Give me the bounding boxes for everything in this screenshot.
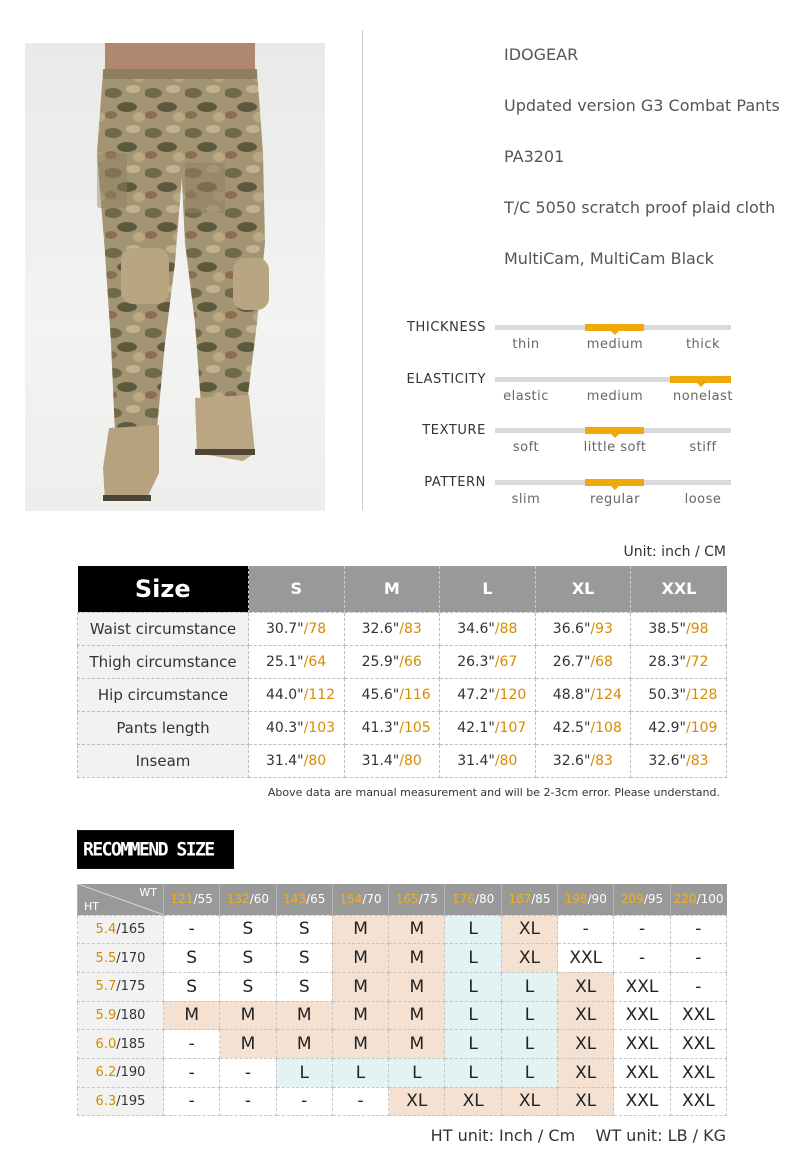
weight-lb: 121 xyxy=(170,892,194,907)
table-row xyxy=(78,612,727,645)
recommend-table xyxy=(77,884,727,1116)
recommended-size-cell: - xyxy=(276,1087,332,1116)
weight-lb: 176 xyxy=(452,892,475,907)
table-row xyxy=(78,744,727,777)
inch-value: 48.8" xyxy=(552,686,591,703)
unit-separator: / xyxy=(494,752,500,769)
table-row xyxy=(78,711,727,744)
weight-lb: 198 xyxy=(564,892,588,907)
recommended-size-cell: S xyxy=(276,972,332,1001)
unit-separator: / xyxy=(686,752,691,769)
measurement-cell xyxy=(440,645,536,678)
recommended-size-cell: M xyxy=(332,944,388,973)
unit-separator: / xyxy=(303,719,309,736)
attribute-selected-marker xyxy=(585,479,644,486)
section-divider xyxy=(362,30,363,510)
unit-label: Unit: inch / CM xyxy=(623,544,726,560)
unit-separator: / xyxy=(303,620,309,637)
attribute-option: stiff xyxy=(689,440,717,455)
height-inch: 5.7 xyxy=(95,979,117,995)
inch-value: 26.3" xyxy=(457,653,495,670)
table-row xyxy=(78,1087,727,1116)
recommended-size-cell: L xyxy=(445,915,501,944)
unit-separator: / xyxy=(303,686,309,703)
recommended-size-cell: XXL xyxy=(670,1001,726,1030)
cm-value: 128 xyxy=(690,686,718,703)
attribute-selected-marker xyxy=(585,324,644,331)
unit-separator: / xyxy=(303,653,309,670)
recommended-size-cell: M xyxy=(332,915,388,944)
recommended-size-cell: L xyxy=(389,1058,445,1087)
cm-value: 80 xyxy=(499,752,518,769)
recommended-size-cell: XL xyxy=(558,1087,614,1116)
unit-separator: / xyxy=(303,752,309,769)
cm-value: 83 xyxy=(595,752,613,769)
height-row-header xyxy=(78,1030,164,1059)
height-row-header xyxy=(78,915,164,944)
recommended-size-cell: XXL xyxy=(670,1087,726,1116)
measurement-cell xyxy=(631,744,727,777)
row-label: Hip circumstance xyxy=(78,678,249,711)
recommended-size-cell: - xyxy=(164,1058,220,1087)
weight-column-header xyxy=(332,884,388,915)
product-model: PA3201 xyxy=(504,147,565,166)
cm-value: 88 xyxy=(499,620,518,637)
measurement-cell xyxy=(344,744,440,777)
inch-value: 25.1" xyxy=(266,653,304,670)
recommended-size-cell: S xyxy=(220,944,276,973)
measurement-cell xyxy=(631,612,727,645)
unit-separator: / xyxy=(590,752,596,769)
recommended-size-cell: M xyxy=(276,1001,332,1030)
recommended-size-cell: XXL xyxy=(558,944,614,973)
weight-kg: /100 xyxy=(696,892,724,907)
attribute-option: loose xyxy=(684,491,722,507)
measurement-cell xyxy=(249,645,345,678)
weight-lb: 165 xyxy=(395,892,419,907)
recommended-size-cell: L xyxy=(445,972,501,1001)
attribute-scale-track xyxy=(495,480,731,485)
attribute-option: little soft xyxy=(583,440,647,455)
inch-value: 28.3" xyxy=(648,653,686,670)
cm-value: 109 xyxy=(690,719,718,736)
recommended-size-cell: XL xyxy=(558,1058,614,1087)
height-row-header xyxy=(78,972,164,1001)
attribute-label: PATTERN xyxy=(424,474,486,490)
height-cm: /165 xyxy=(116,921,146,937)
pants-illustration xyxy=(25,43,325,511)
table-row xyxy=(78,915,727,944)
height-cm: /190 xyxy=(116,1065,146,1081)
recommended-size-cell: L xyxy=(276,1058,332,1087)
recommended-size-cell: XL xyxy=(558,1001,614,1030)
size-column-header: XXL xyxy=(631,566,727,612)
attribute-option: medium xyxy=(586,337,644,352)
recommended-size-cell: XXL xyxy=(614,1058,670,1087)
measurement-cell xyxy=(249,744,345,777)
attribute-scale-track xyxy=(495,377,731,382)
recommended-size-cell: L xyxy=(445,944,501,973)
unit-separator: / xyxy=(590,620,596,637)
weight-kg: /60 xyxy=(249,892,270,907)
recommended-size-cell: S xyxy=(164,944,220,973)
row-label: Inseam xyxy=(78,744,249,777)
table-row xyxy=(78,645,727,678)
recommended-size-cell: - xyxy=(164,1030,220,1059)
measurement-cell xyxy=(344,678,440,711)
unit-separator: / xyxy=(399,686,404,703)
attribute-option: soft xyxy=(512,440,540,455)
height-cm: /185 xyxy=(116,1036,146,1052)
weight-column-header xyxy=(445,884,501,915)
recommended-size-cell: M xyxy=(220,1030,276,1059)
attribute-scale-track xyxy=(495,325,731,330)
height-inch: 6.2 xyxy=(95,1065,117,1081)
inch-value: 31.4" xyxy=(361,752,400,769)
recommended-size-cell: M xyxy=(276,1030,332,1059)
inch-value: 45.6" xyxy=(361,686,400,703)
recommended-size-cell: XXL xyxy=(670,1058,726,1087)
unit-separator: / xyxy=(399,719,404,736)
weight-kg: /85 xyxy=(531,892,551,907)
weight-lb: 143 xyxy=(283,892,307,907)
recommended-size-cell: XXL xyxy=(614,972,670,1001)
measurement-cell xyxy=(440,678,536,711)
height-row-header xyxy=(78,944,164,973)
inch-value: 47.2" xyxy=(457,686,495,703)
table-row xyxy=(78,678,727,711)
recommended-size-cell: - xyxy=(670,972,726,1001)
cm-value: 108 xyxy=(595,719,622,736)
weight-kg: /90 xyxy=(587,892,607,907)
product-photo xyxy=(25,43,325,511)
measurement-cell xyxy=(249,711,345,744)
height-cm: /195 xyxy=(116,1093,146,1109)
attribute-option: nonelast xyxy=(673,388,733,404)
size-table xyxy=(77,566,727,778)
height-inch: 6.0 xyxy=(95,1036,117,1052)
table-row xyxy=(78,972,727,1001)
unit-separator: / xyxy=(494,620,500,637)
recommended-size-cell: L xyxy=(445,1030,501,1059)
recommended-size-cell: S xyxy=(220,972,276,1001)
attribute-selected-marker xyxy=(585,427,644,434)
cm-value: 103 xyxy=(308,719,336,736)
recommended-size-cell: S xyxy=(276,915,332,944)
recommended-size-cell: - xyxy=(614,915,670,944)
recommended-size-cell: - xyxy=(332,1087,388,1116)
recommended-size-cell: L xyxy=(332,1058,388,1087)
height-cm: /175 xyxy=(116,979,146,995)
recommended-size-cell: XL xyxy=(445,1087,501,1116)
unit-separator: / xyxy=(494,653,500,670)
recommended-size-cell: - xyxy=(220,1087,276,1116)
recommended-size-cell: - xyxy=(670,915,726,944)
height-inch: 5.5 xyxy=(95,950,117,966)
height-row-header xyxy=(78,1087,164,1116)
recommended-size-cell: XXL xyxy=(614,1030,670,1059)
cm-value: 72 xyxy=(690,653,709,670)
height-row-header xyxy=(78,1058,164,1087)
measurement-cell xyxy=(344,711,440,744)
measurement-cell xyxy=(440,744,536,777)
recommended-size-cell: M xyxy=(332,972,388,1001)
measurement-cell xyxy=(249,612,345,645)
recommended-size-cell: L xyxy=(445,1058,501,1087)
measurement-cell xyxy=(631,678,727,711)
unit-separator: / xyxy=(590,653,596,670)
recommended-size-cell: - xyxy=(670,944,726,973)
measurement-cell xyxy=(535,678,631,711)
inch-value: 44.0" xyxy=(266,686,304,703)
table-row xyxy=(78,1030,727,1059)
recommended-size-cell: M xyxy=(389,944,445,973)
cm-value: 116 xyxy=(403,686,431,703)
inch-value: 32.6" xyxy=(361,620,400,637)
attribute-label: TEXTURE xyxy=(422,423,486,438)
recommended-size-cell: S xyxy=(220,915,276,944)
cm-value: 67 xyxy=(499,653,518,670)
recommended-size-cell: M xyxy=(389,915,445,944)
recommended-size-cell: S xyxy=(276,944,332,973)
unit-separator: / xyxy=(399,653,404,670)
measurement-cell xyxy=(440,612,536,645)
measurement-cell xyxy=(535,612,631,645)
unit-separator: / xyxy=(590,686,596,703)
corner-cell xyxy=(78,884,164,915)
recommended-size-cell: XL xyxy=(389,1087,445,1116)
height-inch: 6.3 xyxy=(95,1093,117,1109)
cm-value: 112 xyxy=(308,686,336,703)
attribute-option: slim xyxy=(511,491,541,507)
height-row-header xyxy=(78,1001,164,1030)
recommended-size-cell: L xyxy=(501,972,557,1001)
size-column-header: XL xyxy=(535,566,631,612)
inch-value: 34.6" xyxy=(457,620,495,637)
inch-value: 41.3" xyxy=(361,719,400,736)
recommended-size-cell: XL xyxy=(501,944,557,973)
height-axis-label: HT xyxy=(84,899,99,913)
recommended-size-cell: M xyxy=(389,1001,445,1030)
inch-value: 42.5" xyxy=(552,719,591,736)
cm-value: 98 xyxy=(690,620,709,637)
recommend-title: RECOMMEND SIZE xyxy=(77,830,234,869)
measurement-cell xyxy=(535,744,631,777)
recommended-size-cell: XXL xyxy=(614,1087,670,1116)
attribute-option: medium xyxy=(586,388,644,404)
size-header: Size xyxy=(78,566,249,612)
height-inch: 5.4 xyxy=(95,921,117,937)
recommended-size-cell: XXL xyxy=(614,1001,670,1030)
unit-separator: / xyxy=(494,686,500,703)
inch-value: 25.9" xyxy=(361,653,400,670)
attribute-scale-track xyxy=(495,428,731,433)
cm-value: 64 xyxy=(308,653,327,670)
inch-value: 32.6" xyxy=(648,752,686,769)
measurement-cell xyxy=(631,645,727,678)
measurement-cell xyxy=(535,645,631,678)
cm-value: 93 xyxy=(595,620,613,637)
recommended-size-cell: L xyxy=(501,1030,557,1059)
recommended-size-cell: XL xyxy=(558,972,614,1001)
unit-separator: / xyxy=(686,686,691,703)
attribute-selected-marker xyxy=(670,376,731,383)
table-row xyxy=(78,944,727,973)
unit-separator: / xyxy=(686,653,691,670)
recommended-size-cell: - xyxy=(558,915,614,944)
recommended-size-cell: M xyxy=(164,1001,220,1030)
recommended-size-cell: M xyxy=(332,1001,388,1030)
weight-column-header xyxy=(670,884,726,915)
weight-lb: 187 xyxy=(508,892,532,907)
recommended-size-cell: L xyxy=(445,1001,501,1030)
cm-value: 78 xyxy=(308,620,327,637)
table-row xyxy=(78,1058,727,1087)
cm-value: 83 xyxy=(403,620,422,637)
cm-value: 107 xyxy=(499,719,527,736)
attribute-option: elastic xyxy=(503,388,549,404)
weight-column-header xyxy=(389,884,445,915)
weight-axis-label: WT xyxy=(139,886,157,899)
brand-name: IDOGEAR xyxy=(504,45,579,64)
recommended-size-cell: - xyxy=(614,944,670,973)
recommended-size-cell: XL xyxy=(501,1087,557,1116)
attribute-option: thick xyxy=(685,337,721,352)
cm-value: 80 xyxy=(308,752,327,769)
attribute-option: regular xyxy=(590,491,640,507)
weight-column-header xyxy=(276,884,332,915)
weight-kg: /70 xyxy=(362,892,382,907)
unit-separator: / xyxy=(590,719,596,736)
cm-value: 83 xyxy=(690,752,709,769)
row-label: Waist circumstance xyxy=(78,612,249,645)
cm-value: 105 xyxy=(403,719,431,736)
height-cm: /180 xyxy=(116,1007,146,1023)
row-label: Pants length xyxy=(78,711,249,744)
weight-lb: 132 xyxy=(226,892,250,907)
product-material: T/C 5050 scratch proof plaid cloth xyxy=(504,198,776,217)
inch-value: 26.7" xyxy=(552,653,591,670)
inch-value: 42.1" xyxy=(457,719,495,736)
unit-separator: / xyxy=(494,719,500,736)
weight-column-header xyxy=(220,884,276,915)
weight-column-header xyxy=(164,884,220,915)
measurement-cell xyxy=(535,711,631,744)
weight-lb: 154 xyxy=(339,892,363,907)
measurement-cell xyxy=(249,678,345,711)
recommended-size-cell: XL xyxy=(501,915,557,944)
cm-value: 66 xyxy=(403,653,422,670)
weight-kg: /95 xyxy=(643,892,664,907)
measurement-cell xyxy=(344,612,440,645)
recommended-size-cell: M xyxy=(332,1030,388,1059)
cm-value: 68 xyxy=(595,653,613,670)
row-label: Thigh circumstance xyxy=(78,645,249,678)
inch-value: 31.4" xyxy=(266,752,304,769)
units-footer: HT unit: Inch / Cm WT unit: LB / KG xyxy=(430,1126,726,1145)
inch-value: 50.3" xyxy=(648,686,686,703)
height-inch: 5.9 xyxy=(95,1007,117,1023)
attribute-label: THICKNESS xyxy=(407,320,486,335)
weight-kg: /75 xyxy=(418,892,438,907)
recommended-size-cell: L xyxy=(501,1058,557,1087)
recommended-size-cell: M xyxy=(389,972,445,1001)
weight-column-header xyxy=(501,884,557,915)
unit-separator: / xyxy=(399,752,404,769)
inch-value: 40.3" xyxy=(266,719,304,736)
recommended-size-cell: M xyxy=(389,1030,445,1059)
cm-value: 120 xyxy=(499,686,527,703)
unit-separator: / xyxy=(686,620,691,637)
recommended-size-cell: L xyxy=(501,1001,557,1030)
size-column-header: L xyxy=(440,566,536,612)
weight-kg: /65 xyxy=(306,892,326,907)
inch-value: 30.7" xyxy=(266,620,304,637)
recommended-size-cell: S xyxy=(164,972,220,1001)
height-cm: /170 xyxy=(116,950,146,966)
inch-value: 36.6" xyxy=(552,620,591,637)
recommended-size-cell: - xyxy=(164,1087,220,1116)
weight-lb: 209 xyxy=(620,892,644,907)
measurement-cell xyxy=(344,645,440,678)
recommended-size-cell: XL xyxy=(558,1030,614,1059)
measurement-note: Above data are manual measurement and will be 2-3cm error. Please understand. xyxy=(267,786,720,799)
product-name: Updated version G3 Combat Pants xyxy=(504,96,780,115)
cm-value: 124 xyxy=(595,686,622,703)
recommended-size-cell: - xyxy=(164,915,220,944)
size-column-header: S xyxy=(249,566,345,612)
cm-value: 80 xyxy=(403,752,422,769)
weight-column-header xyxy=(614,884,670,915)
measurement-cell xyxy=(631,711,727,744)
unit-separator: / xyxy=(399,620,404,637)
unit-separator: / xyxy=(686,719,691,736)
inch-value: 32.6" xyxy=(552,752,591,769)
weight-lb: 220 xyxy=(673,892,697,907)
recommended-size-cell: - xyxy=(220,1058,276,1087)
recommended-size-cell: XXL xyxy=(670,1030,726,1059)
inch-value: 31.4" xyxy=(457,752,495,769)
weight-kg: /55 xyxy=(193,892,213,907)
table-row xyxy=(78,1001,727,1030)
attribute-label: ELASTICITY xyxy=(406,371,486,387)
recommended-size-cell: M xyxy=(220,1001,276,1030)
inch-value: 42.9" xyxy=(648,719,686,736)
weight-column-header xyxy=(558,884,614,915)
inch-value: 38.5" xyxy=(648,620,686,637)
attribute-option: thin xyxy=(512,337,540,352)
product-colors: MultiCam, MultiCam Black xyxy=(504,249,714,268)
size-column-header: M xyxy=(344,566,440,612)
weight-kg: /80 xyxy=(474,892,495,907)
measurement-cell xyxy=(440,711,536,744)
